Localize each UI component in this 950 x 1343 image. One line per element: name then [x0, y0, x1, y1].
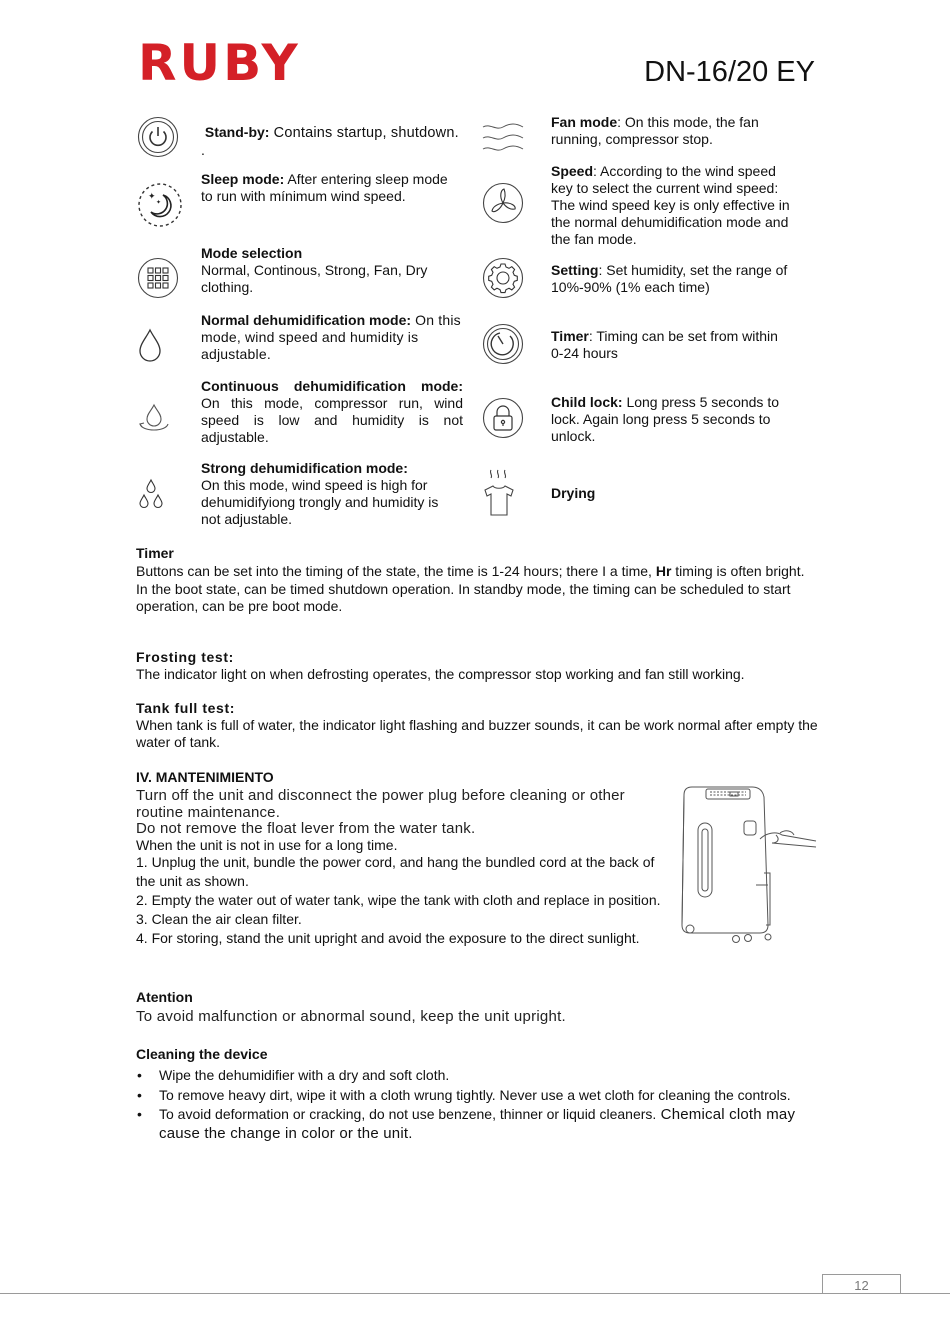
feature-extra: . [201, 142, 205, 158]
svg-text:✦: ✦ [156, 199, 162, 206]
feature-title: Timer [551, 328, 589, 344]
feature-desc: Long press 5 seconds to lock. Again long press 5 seconds to unlock. [551, 394, 779, 444]
attention-text: To avoid malfunction or abnormal sound, keep the unit upright. [136, 1008, 566, 1025]
list-item [136, 1086, 826, 1105]
tank-text: When tank is full of water, the indicator light flashing and buzzer sounds, it can be work normal after empty the water of tank. [136, 717, 818, 750]
drying-shirt-icon [483, 468, 515, 518]
feature-title: Mode selection [201, 245, 303, 261]
maintenance-body [136, 788, 666, 948]
bullet-icon: • [137, 1106, 142, 1122]
feature-title: Speed [551, 163, 594, 179]
feature-desc: On this mode, compressor run, wind speed is low and humidity is not adjustable. [201, 395, 463, 445]
maintenance-step: 1. Unplug the unit, bundle the power cord, and hang the bundled cord at the back of the unit as shown. [136, 853, 655, 889]
fan-speed-icon [482, 182, 524, 224]
feature-title: Fan mode [551, 114, 618, 130]
cleaning-title: Cleaning the device [136, 1046, 268, 1062]
feature-desc: Contains startup, shutdown. [269, 125, 459, 141]
brand-logo: RUBY [138, 34, 301, 92]
bullet-text: Wipe the dehumidifier with a dry and soft cloth. [159, 1067, 450, 1083]
sleep-moon-icon [137, 182, 183, 228]
timer-para-2: In the boot state, can be timed shutdown operation. In standby mode, the timing can be scheduled to start operation, can be pre boot mode. [136, 580, 791, 614]
page-number: 12 [822, 1274, 901, 1294]
attention-title: Atention [136, 989, 193, 1005]
mode-grid-icon [137, 257, 179, 299]
feature-title: Child lock: [551, 394, 623, 410]
feature-desc: : Set humidity, set the range of 10%-90% (1% each time) [551, 262, 788, 295]
frosting-text: The indicator light on when defrosting operates, the compressor stop working and fan still working. [136, 666, 745, 682]
list-item [136, 1105, 826, 1143]
footer-rule [0, 1293, 950, 1294]
maintenance-step: 4. For storing, stand the unit upright and avoid the exposure to the direct sunlight. [136, 929, 640, 946]
maintenance-step: 3. Clean the air clean filter. [136, 910, 302, 927]
svg-text:✦: ✦ [148, 192, 156, 202]
feature-continuous-mode [201, 378, 463, 446]
wind-waves-icon [482, 122, 524, 154]
feature-title: Strong dehumidification mode: [201, 460, 408, 476]
drop-icon [138, 328, 162, 362]
feature-speed [551, 163, 791, 248]
power-icon [137, 116, 179, 158]
feature-drying [551, 485, 791, 502]
maintenance-step: 2. Empty the water out of water tank, wipe the tank with cloth and replace in position. [136, 891, 661, 908]
bullet-icon: • [137, 1067, 142, 1083]
lock-icon [482, 397, 524, 439]
feature-desc: After entering sleep mode to run with mínimum wind speed. [201, 171, 448, 204]
drop-cycle-icon [136, 400, 172, 436]
feature-desc: : According to the wind speed key to select the current wind speed: The wind speed key is only effective in the normal dehumidification mode and the fan mode. [551, 163, 790, 247]
tank-title: Tank full test: [136, 700, 235, 716]
feature-sleep [201, 171, 463, 205]
feature-timer [551, 328, 791, 362]
timer-para-1-end: timing is often bright. [671, 563, 805, 579]
maintenance-title: IV. MANTENIMIENTO [136, 769, 274, 785]
feature-desc: Normal, Continous, Strong, Fan, Dry clothing. [201, 262, 428, 295]
feature-desc: : On this mode, the fan running, compressor stop. [551, 114, 759, 147]
maintenance-line-1: Turn off the unit and disconnect the power plug before cleaning or other routine maintenance. [136, 787, 625, 821]
gear-icon [482, 257, 524, 299]
feature-desc: On this mode, wind speed is high for dehumidifyiong trongly and humidity is not adjustable. [201, 477, 439, 527]
feature-mode-selection [201, 245, 463, 296]
dehumidifier-illustration [676, 783, 821, 945]
feature-title: Stand-by: [204, 124, 270, 140]
three-drops-icon [137, 478, 165, 510]
feature-strong-mode [201, 460, 459, 528]
timer-section-title: Timer [136, 545, 174, 561]
feature-title: Continuous dehumidification mode: [201, 378, 463, 394]
cleaning-list [136, 1066, 826, 1144]
frosting-title: Frosting test: [136, 649, 234, 665]
maintenance-line-2: Do not remove the float lever from the water tank. [136, 820, 476, 837]
timer-para-1-start: Buttons can be set into the timing of the state, the time is 1-24 hours; there I a time, [136, 563, 656, 579]
feature-desc: : Timing can be set from within 0-24 hours [551, 328, 778, 361]
maintenance-line-3: When the unit is not in use for a long time. [136, 836, 398, 853]
bullet-icon: • [137, 1086, 142, 1103]
bullet-text: To avoid deformation or cracking, do not use benzene, thinner or liquid cleaners. [159, 1106, 657, 1122]
feature-fan-mode [551, 114, 791, 148]
feature-child-lock [551, 394, 791, 445]
model-number: DN-16/20 EY [644, 56, 815, 88]
feature-title: Sleep mode: [201, 171, 285, 187]
feature-title: Normal dehumidification mode: [201, 312, 412, 328]
list-item [136, 1066, 826, 1085]
bullet-text-tail: Chemical cloth may cause the change in color or the unit. [159, 1106, 796, 1142]
timer-para-1-bold: Hr [655, 563, 672, 579]
feature-title: Setting [551, 262, 599, 278]
feature-setting [551, 262, 791, 296]
timer-section-body [136, 563, 821, 615]
feature-normal-mode [201, 312, 463, 363]
feature-desc: On this mode, wind speed and humidity is adjustable. [201, 312, 461, 362]
feature-title: Drying [551, 485, 596, 501]
timer-icon [482, 323, 524, 365]
bullet-text: To remove heavy dirt, wipe it with a cloth wrung tightly. Never use a wet cloth for cleaning the controls. [159, 1086, 791, 1103]
feature-standby [201, 124, 463, 159]
